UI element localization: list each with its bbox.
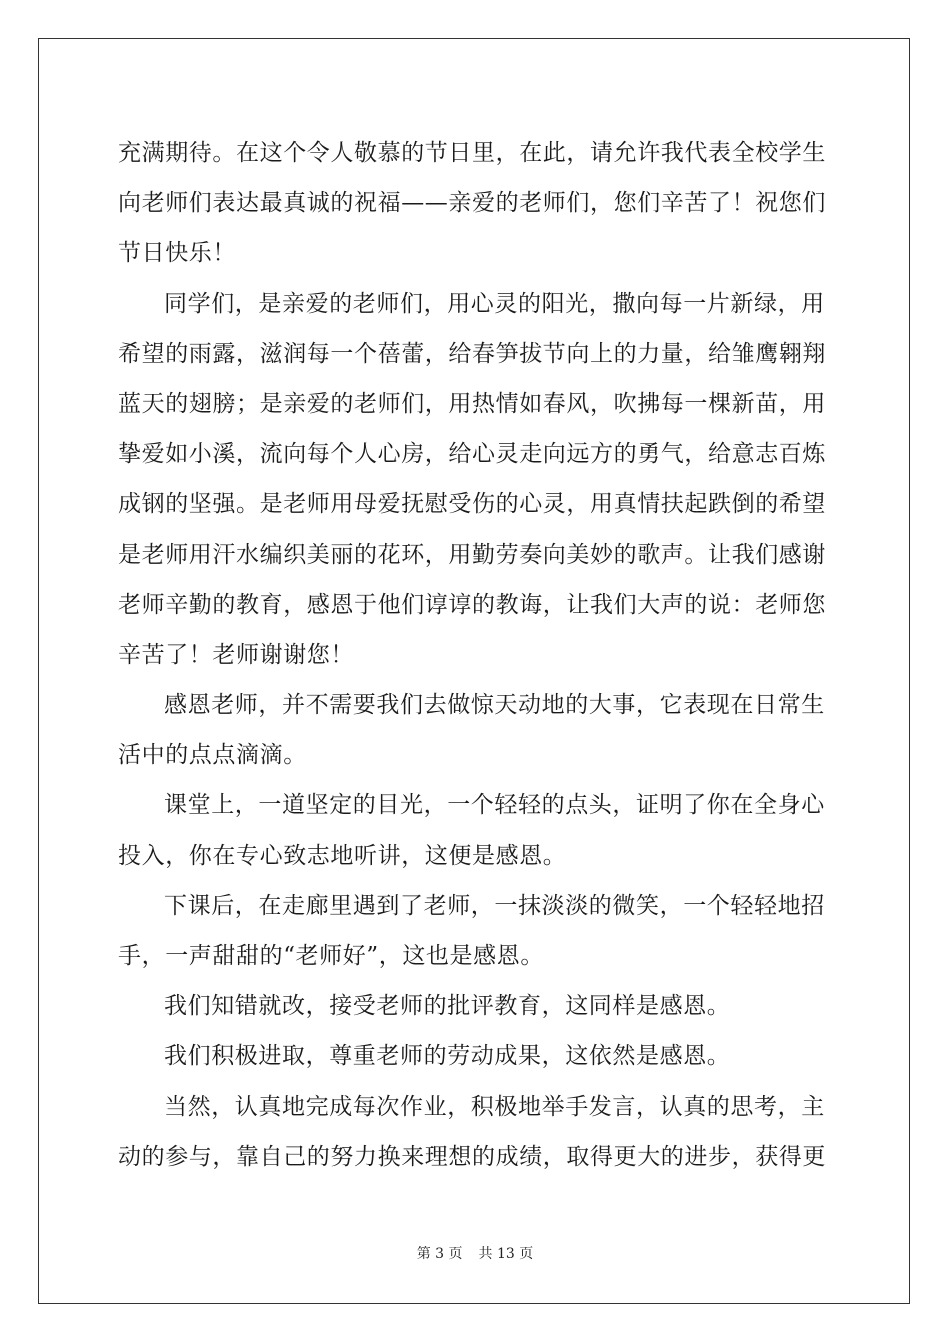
page-total: 共 13 页 [478, 1246, 534, 1262]
text-line: 活中的点点滴滴。 [118, 742, 307, 769]
text-line: 课堂上，一道坚定的目光，一个轻轻的点头，证明了你在全身心 [164, 792, 825, 819]
document-body [118, 128, 838, 1182]
text-line: 我们积极进取，尊重老师的劳动成果，这依然是感恩。 [164, 1043, 731, 1070]
text-line: 手，一声甜甜的“老师好”，这也是感恩。 [118, 943, 544, 969]
text-line: 投入，你在专心致志地听讲，这便是感恩。 [118, 842, 567, 869]
text-line: 老师辛勤的教育，感恩于他们谆谆的教诲，让我们大声的说：老师您 [118, 591, 826, 618]
text-line: 辛苦了！老师谢谢您！ [118, 641, 354, 668]
text-line: 充满期待。在这个令人敬慕的节日里，在此，请允许我代表全校学生 [118, 140, 826, 166]
text-line: 蓝天的翅膀；是亲爱的老师们，用热情如春风，吹拂每一棵新苗，用 [118, 390, 826, 417]
text-line: 动的参与，靠自己的努力换来理想的成绩，取得更大的进步，获得更 [118, 1143, 826, 1170]
text-line: 当然，认真地完成每次作业，积极地举手发言，认真的思考，主 [164, 1093, 825, 1120]
text-line: 感恩老师，并不需要我们去做惊天动地的大事，它表现在日常生 [164, 692, 825, 719]
text-line: 向老师们表达最真诚的祝福——亲爱的老师们，您们辛苦了！祝您们 [118, 190, 826, 217]
text-line: 是老师用汗水编织美丽的花环，用勤劳奏向美妙的歌声。让我们感谢 [118, 541, 826, 568]
text-line: 我们知错就改，接受老师的批评教育，这同样是感恩。 [164, 993, 731, 1020]
page-footer [0, 1243, 950, 1263]
text-line: 节日快乐！ [118, 240, 236, 267]
page-number: 第 3 页 [416, 1246, 463, 1262]
text-line: 成钢的坚强。是老师用母爱抚慰受伤的心灵，用真情扶起跌倒的希望 [118, 491, 826, 518]
text-line: 下课后，在走廊里遇到了老师，一抹淡淡的微笑，一个轻轻地招 [164, 892, 825, 919]
text-line: 挚爱如小溪，流向每个人心房，给心灵走向远方的勇气，给意志百炼 [118, 441, 826, 468]
text-line: 希望的雨露，滋润每一个蓓蕾，给春笋拔节向上的力量，给雏鹰翱翔 [118, 340, 826, 367]
text-line: 同学们，是亲爱的老师们，用心灵的阳光，撒向每一片新绿，用 [164, 290, 825, 317]
